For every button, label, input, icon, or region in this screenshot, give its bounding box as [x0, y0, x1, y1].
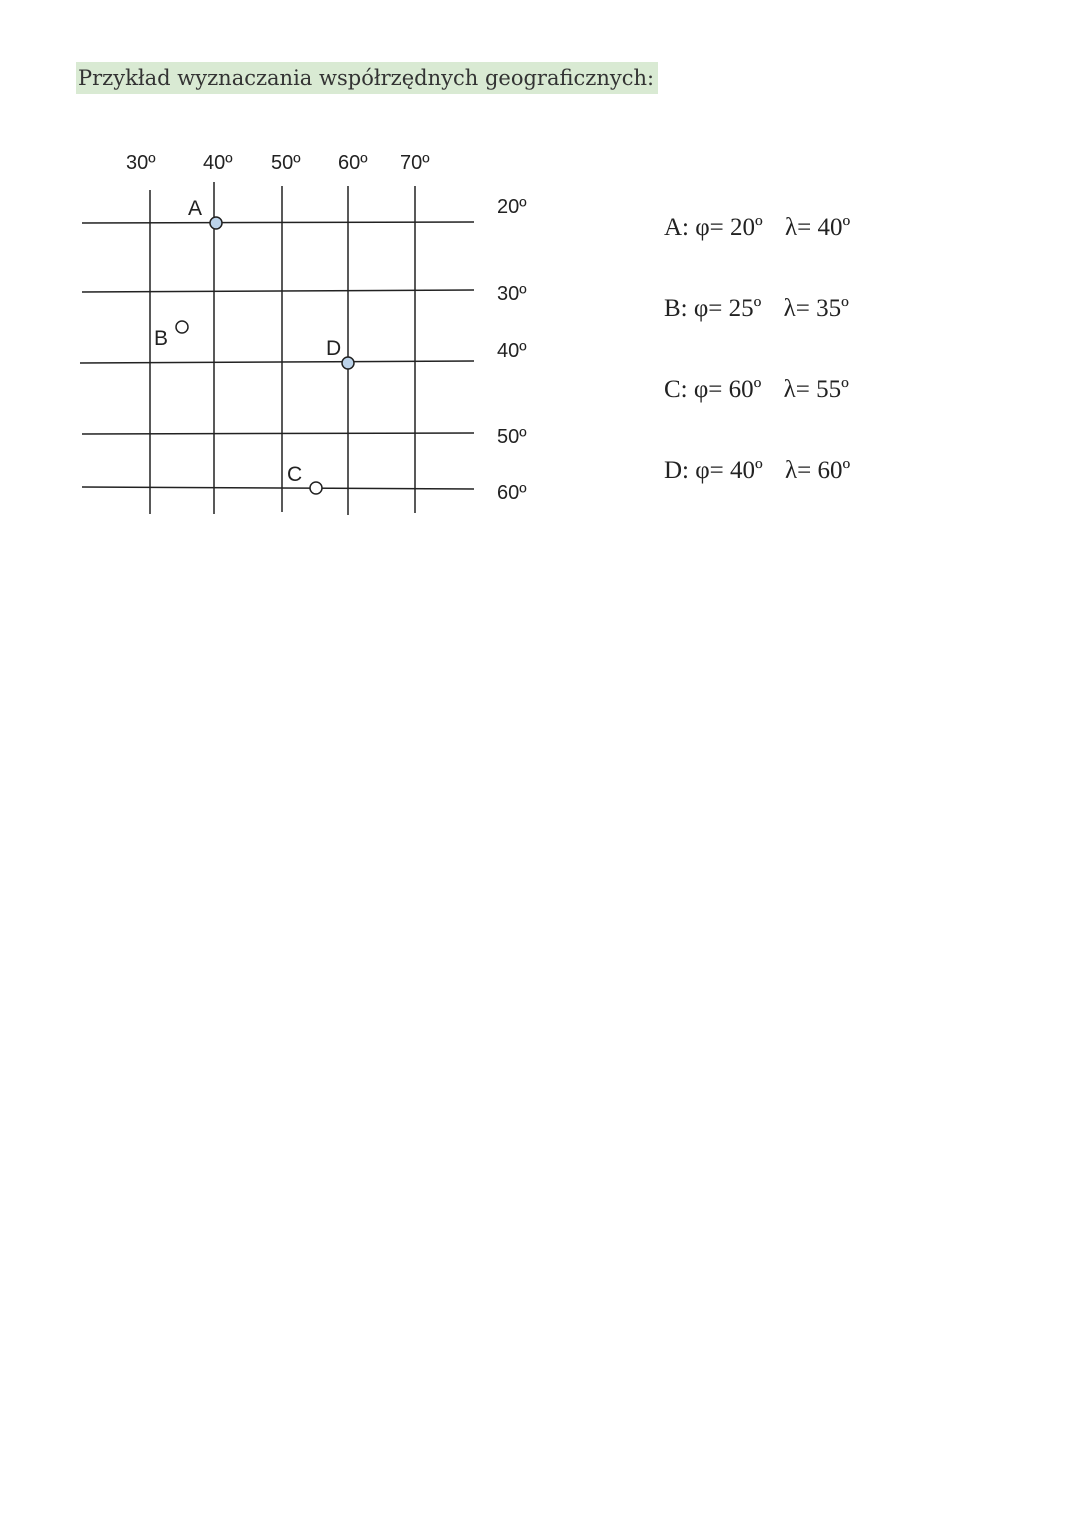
answer-b-longitude: λ= 35º	[783, 295, 849, 322]
answer-c-longitude: λ= 55º	[783, 376, 849, 403]
point-a-marker	[210, 217, 222, 229]
longitude-label-70: 70º	[400, 152, 430, 174]
page-title: Przykład wyznaczania współrzędnych geograficznych:	[76, 62, 658, 94]
answer-d-longitude: λ= 60º	[785, 457, 851, 484]
coordinates-answer-list	[664, 206, 1044, 530]
point-d-marker	[342, 357, 354, 369]
answer-b-letter: B:	[664, 295, 688, 322]
point-b-marker	[176, 321, 188, 333]
longitude-label-40: 40º	[203, 152, 233, 174]
latitude-label-60: 60º	[497, 482, 527, 504]
point-c-marker	[310, 482, 322, 494]
latitude-label-50: 50º	[497, 426, 527, 448]
point-label-b: B	[154, 327, 169, 350]
latitude-label-20: 20º	[497, 196, 527, 218]
answer-b	[664, 287, 1044, 368]
point-label-d: D	[326, 337, 342, 360]
longitude-label-50: 50º	[271, 152, 301, 174]
latitude-label-40: 40º	[497, 340, 527, 362]
point-label-a: A	[188, 197, 203, 220]
answer-c-latitude: φ= 60º	[693, 376, 762, 403]
latitude-label-30: 30º	[497, 283, 527, 305]
answer-d-letter: D:	[664, 457, 689, 484]
answer-d-latitude: φ= 40º	[695, 457, 763, 484]
longitude-label-30: 30º	[126, 152, 156, 174]
point-label-c: C	[287, 463, 303, 486]
answer-d	[664, 449, 1044, 530]
answer-a	[664, 206, 1044, 287]
longitude-label-60: 60º	[338, 152, 368, 174]
answer-a-latitude: φ= 20º	[695, 214, 763, 241]
answer-a-letter: A:	[664, 214, 689, 241]
answer-c	[664, 368, 1044, 449]
answer-a-longitude: λ= 40º	[785, 214, 851, 241]
answer-c-letter: C:	[664, 376, 688, 403]
answer-b-latitude: φ= 25º	[693, 295, 762, 322]
